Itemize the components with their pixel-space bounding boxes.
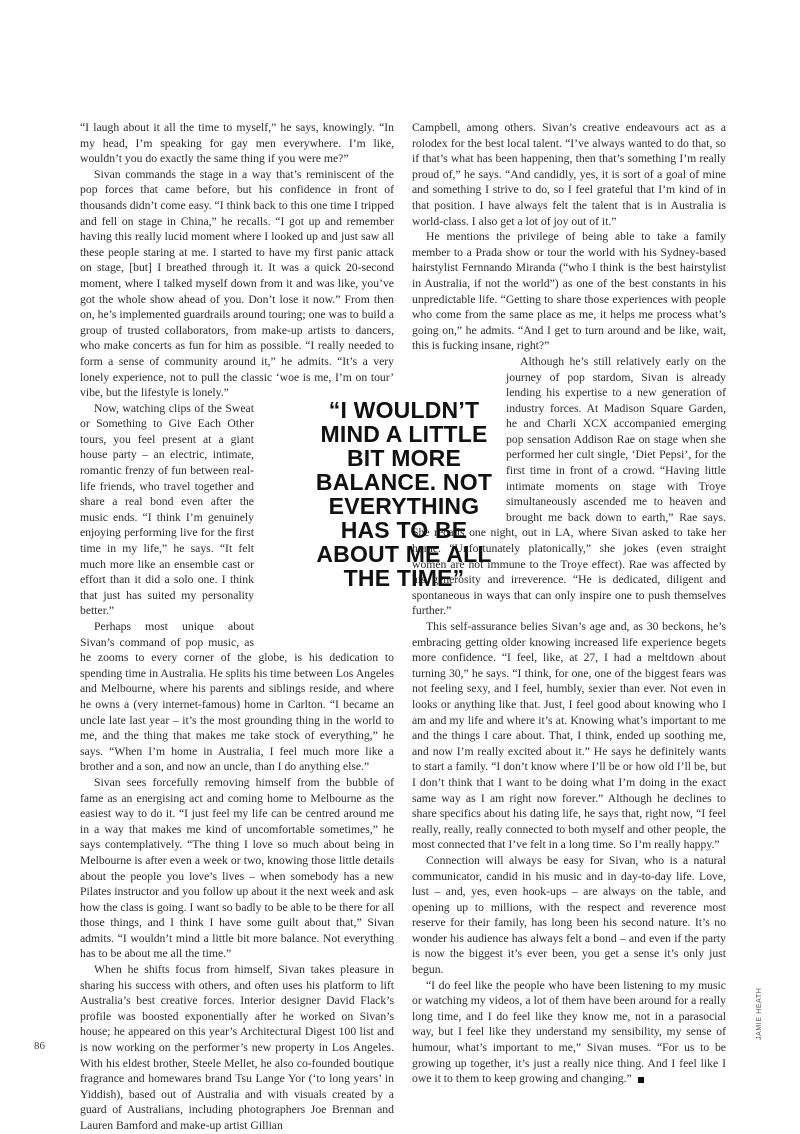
end-of-article-mark bbox=[638, 1077, 644, 1083]
paragraph: Connection will always be easy for Sivan, who is a natural communicator, candid in his music and in day-to-day life. Love, lust – and, yes, even hook-ups – are always on the table, and opening up to millions, with the respect and reverence most reserve for their family, has long been his second nature. It’s no wonder his audience has always felt a bond – and even if the party is now the biggest it’s ever been, you get a sense it’s only just begun. bbox=[412, 853, 726, 977]
pull-quote: “I WOULDN’T MIND A LITTLE BIT MORE BALANCE. NOT EVERYTHING HAS TO BE ABOUT ME ALL THE TIME” bbox=[315, 397, 493, 591]
left-column bbox=[80, 120, 394, 1134]
paragraph: Perhaps most unique about Sivan’s command of pop music, as he zooms to every corner of the globe, is his dedication to spending time in Australia. He splits his time between Los Angeles and Melbourne, where his parents and siblings reside, and where he owns a (very internet-famous) home in Carlton. “I became an uncle late last year – it’s the most grounding thing in the world to me, and the thing that makes me take stock of everything,” he says. “When I’m home in Australia, I feel much more like a brother and a son, and now an uncle, than I do anything else.” bbox=[80, 620, 394, 774]
paragraph: Although he’s still relatively early on the journey of pop stardom, Sivan is already lending his expertise to a new generation of industry forces. At Madison Square Garden, he and Charli XCX accompanied emerging pop sensation Addison Rae on stage when she performed her cult single, ‘Diet Pepsi’, for the first time in front of a crowd. “Having little intimate moments on stage with Troye simultaneously ascended me to heaven and brought me back down to earth,” Rae says. She recalls one night, out in LA, where Sivan asked to take her home. “Unfortunately platonically,” she jokes (even straight women are not immune to the Troye effect). Rae was affected by his generosity and irreverence. “He is dedicated, diligent and spontaneous in ways that can only inspire one to push themselves further.” bbox=[412, 354, 726, 618]
paragraph: Now, watching clips of the Sweat or Something to Give Each Other tours, you feel present at a giant house party – an electric, intimate, romantic frenzy of fun between real-life friends, who travel together and share a real bond even after the music ends. “I think I’m genuinely enjoying performing live for the first time in my life,” he says. “It felt much more like an ensemble cast or effort than it did a solo one. I think that just has suited my personality better.” bbox=[80, 401, 254, 618]
right-column bbox=[412, 120, 726, 1087]
paragraph: This self-assurance belies Sivan’s age and, as 30 beckons, he’s embracing getting older knowing increased life experience begets more confidence. “I feel, like, at 27, I had a meltdown about turning 30,” he says. “I think, for one, one of the biggest fears was not feeling sexy, and I feel, humbly, sexier than ever. Not even in looks or anything like that. Just, I feel good about knowing who I am and my life and where it’s at. Knowing what’s important to me and the things I care about. That, I think, ended up soothing me, and now I’m really excited about it.” He says he definitely wants to start a family. “I don’t know where I’ll be or how old I’ll be, but I don’t think that I want to be doing what I’m doing in the exact same way as I am right now forever.” Although he declines to share specifics about his dating life, he says that, right now, “I feel really, really, really connected to both myself and other people, the most connected that I’ve felt in a long time. So I’m really happy.” bbox=[412, 620, 726, 852]
paragraph: When he shifts focus from himself, Sivan takes pleasure in sharing his success with others, and often uses his platform to lift Australia’s best creative forces. Interior designer David Flack’s profile was boosted exponentially after he worked on Sivan’s house; he appeared on this year’s Architectural Digest 100 list and is now working on the performer’s new property in Los Angeles. With his eldest brother, Steele Mellet, he also co-founded boutique fragrance and homewares brand Tsu Lange Yor (‘to long years’ in Yiddish), based out of Australia and with visuals created by a guard of Australians, including photographers Joe Brennan and Lauren Bamford and make-up artist Gillian bbox=[80, 963, 394, 1132]
paragraph: Campbell, among others. Sivan’s creative endeavours act as a rolodex for the best local talent. “I’ve always wanted to do that, so if that’s what has been happening, then that’s something I’m really proud of,” he says. “And candidly, yes, it is sort of a goal of mine and something I strive to do, so I feel grateful that I’m kind of in that position. I have always felt the talent that is in Australia is world-class. I also get a lot of joy out of it.” bbox=[412, 121, 726, 228]
paragraph: Sivan sees forcefully removing himself from the bubble of fame as an energising act and coming home to Melbourne as the easiest way to do it. “I just feel my life can be centred around me in a way that makes me kind of uncomfortable sometimes,” he says contemplatively. “The thing I love so much about being in Melbourne is after even a week or two, knowing those little details about the people you love’s lives – when somebody has a new Pilates instructor and you follow up about it the next week and ask how the class is going. I want so badly to be able to be there for all those things, and I think I have some guilt about that,” Sivan admits. “I wouldn’t mind a little bit more balance. Not everything has to be about me all the time.” bbox=[80, 775, 394, 961]
paragraph-text: “I do feel like the people who have been listening to my music or watching my videos, a lot of them have been around for a really long time, and I do feel like they know me, not in a parasocial way, but I feel like they understand my sensibility, my sense of humour, what’s important to me,” Sivan muses. “For us to be growing up together, it’s just a really nice thing. And I feel like I owe it to them to keep growing and changing.” bbox=[412, 978, 726, 1086]
paragraph-final bbox=[412, 978, 726, 1087]
photo-credit: JAMIE HEATH bbox=[756, 987, 763, 1040]
page-number: 86 bbox=[34, 1040, 45, 1052]
paragraph: Sivan commands the stage in a way that’s reminiscent of the pop forces that came before, but his confidence in front of thousands didn’t come easy. “I think back to this one time I tripped and fell on stage in China,” he recalls. “I got up and remember having this really lucid moment where I looked up and just saw all these people staring at me. I started to have my first panic attack on stage, [but] I breathed through it. It was a quick 20-second moment, where I talked myself down from it and was like, you’ve got the whole show ahead of you. Don’t lose it now.” From then on, he’s implemented guardrails around touring; one was to build a group of trusted collaborators, from make-up artists to dancers, who make concerts as fun for him as possible. “I really needed to form a sense of community around it,” he admits. “It’s a very lonely experience, not to pull the classic ‘woe is me, I’m on tour’ vibe, but the lifestyle is lonely.” bbox=[80, 167, 394, 400]
paragraph: “I laugh about it all the time to myself,” he says, knowingly. “In my head, I’m speaking for gay men everywhere. I’m like, wouldn’t you do exactly the same thing if you were me?” bbox=[80, 121, 394, 166]
paragraph: He mentions the privilege of being able to take a family member to a Prada show or tour the world with his Sydney-based hairstylist Fernnando Miranda (“who I think is the best hairstylist in Australia, if not the world”) as one of the best constants in his unpredictable life. “Getting to share those experiences with people who come from the same place as me, it helps me process what’s going on,” he admits. “And I get to turn around and be like, wait, this is fucking insane, right?” bbox=[412, 230, 726, 353]
